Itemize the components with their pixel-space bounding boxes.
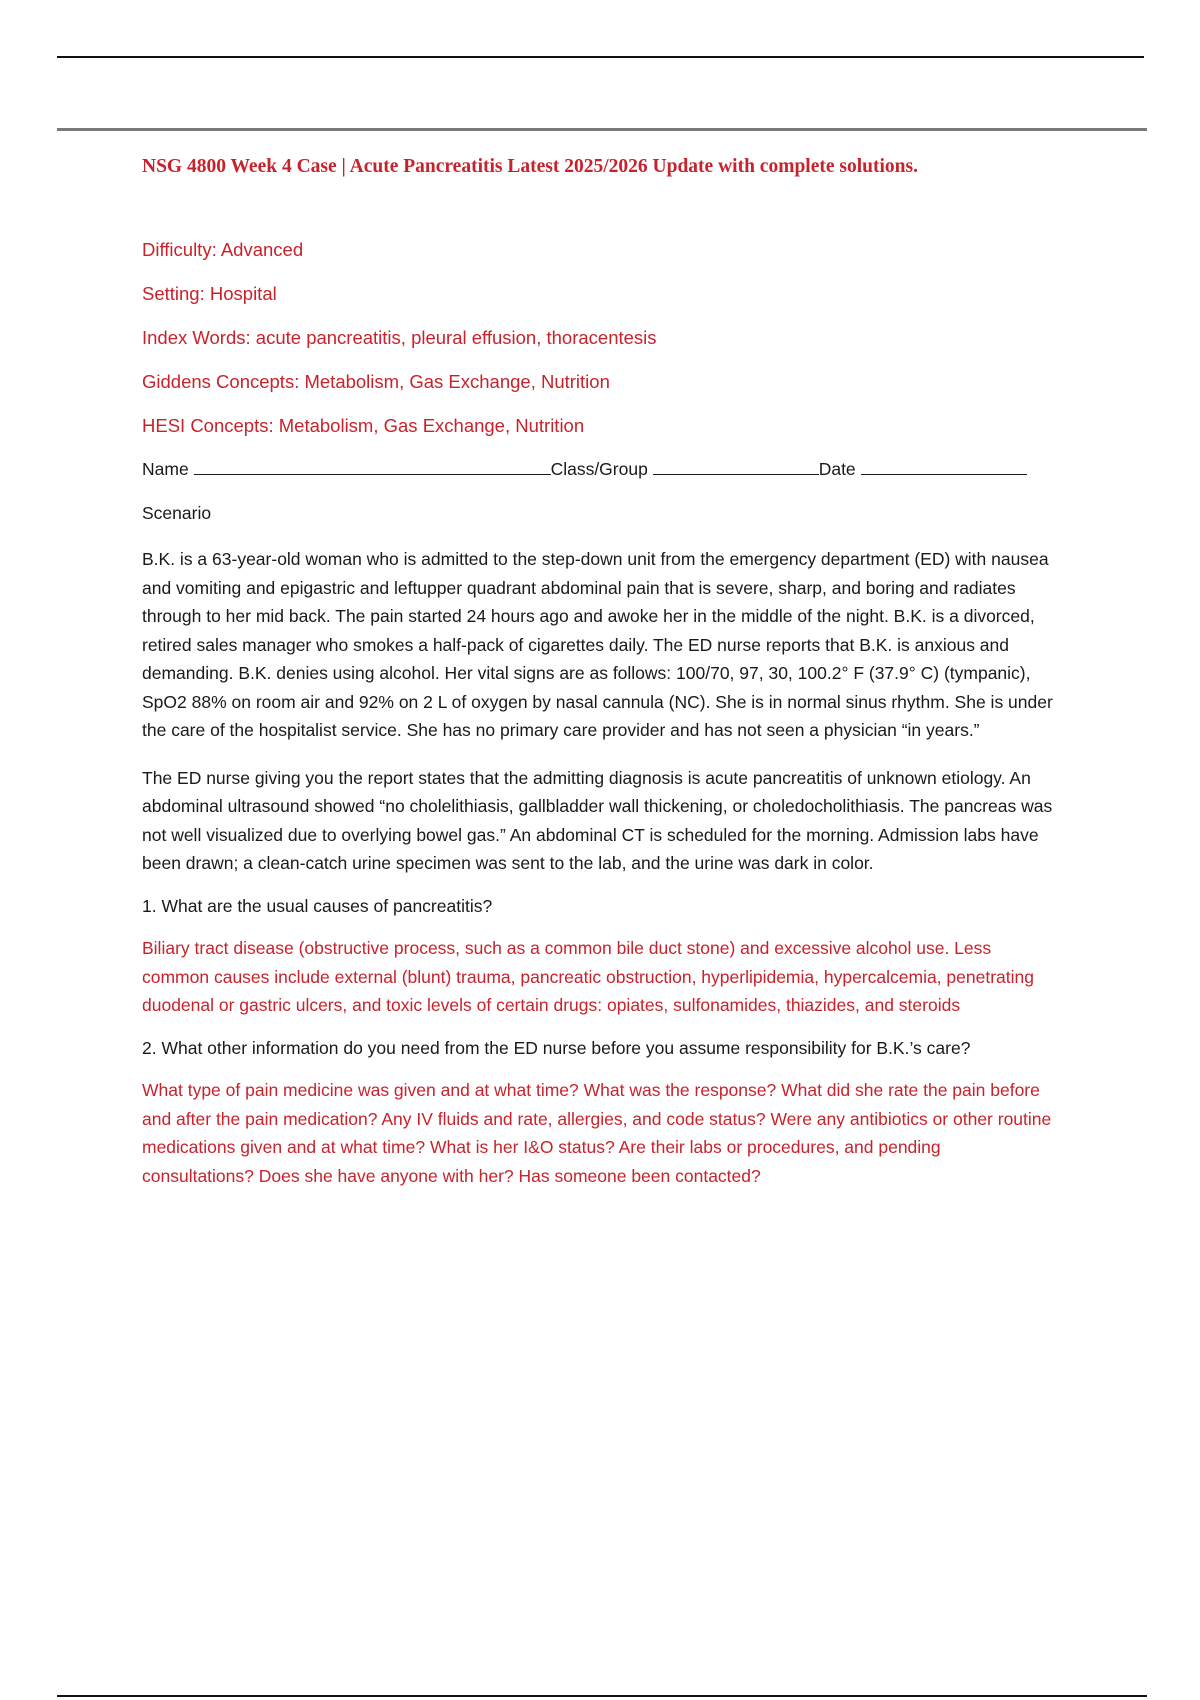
date-blank[interactable] (861, 457, 1027, 475)
answer-2: What type of pain medicine was given and at what time? What was the response? What did she rate the pain before and after the pain medication? Any IV fluids and rate, allergies, and code status? Were any antibiotics or other routine medications given and at what time? What is her I&O status? Are their labs or procedures, and pending consultations? Does she have anyone with her? Has someone been contacted? (142, 1080, 1052, 1186)
document-body (142, 154, 1057, 1190)
scenario-heading: Scenario (142, 503, 212, 523)
name-class-date-line (142, 457, 1057, 482)
report-paragraph: The ED nurse giving you the report states that the admitting diagnosis is acute pancreatitis of unknown etiology. An abdominal ultrasound showed “no cholelithiasis, gallbladder wall thickening, or choledocholithiasis. The pancreas was not well visualized due to overlying bowel gas.” An abdominal CT is scheduled for the morning. Admission labs have been drawn; a clean-catch urine specimen was sent to the lab, and the urine was dark in color. (142, 767, 1053, 873)
header-rule (57, 56, 1144, 58)
question-1: 1. What are the usual causes of pancreatitis? (142, 895, 493, 916)
name-blank[interactable] (194, 457, 551, 475)
hesi-concepts-line: HESI Concepts: Metabolism, Gas Exchange, Nutrition (142, 415, 585, 436)
setting-line: Setting: Hospital (142, 283, 277, 304)
case-metadata (142, 237, 1057, 438)
class-label: Class/Group (550, 459, 648, 479)
giddens-concepts-line: Giddens Concepts: Metabolism, Gas Exchange, Nutrition (142, 371, 610, 392)
header-rule-secondary (57, 128, 1147, 131)
scenario-paragraph: B.K. is a 63-year-old woman who is admitted to the step-down unit from the emergency department (ED) with nausea and vomiting and epigastric and leftupper quadrant abdominal pain that is severe, sharp, and boring and radiates through to her mid back. The pain started 24 hours ago and awoke her in the middle of the night. B.K. is a divorced, retired sales manager who smokes a half-pack of cigarettes daily. The ED nurse reports that B.K. is anxious and demanding. B.K. denies using alcohol. Her vital signs are as follows: 100/70, 97, 30, 100.2° F (37.9° C) (tympanic), SpO2 88% on room air and 92% on 2 L of oxygen by nasal cannula (NC). She is in normal sinus rhythm. She is under the care of the hospitalist service. She has no primary care provider and has not seen a physician “in years.” (142, 549, 1053, 740)
question-2: 2. What other information do you need from the ED nurse before you assume responsibility for B.K.’s care? (142, 1037, 971, 1058)
difficulty-line: Difficulty: Advanced (142, 239, 304, 260)
index-words-line: Index Words: acute pancreatitis, pleural effusion, thoracentesis (142, 327, 657, 348)
answer-1: Biliary tract disease (obstructive process, such as a common bile duct stone) and excessive alcohol use. Less common causes include external (blunt) trauma, pancreatic obstruction, hyperlipidemia, hypercalcemia, penetrating duodenal or gastric ulcers, and toxic levels of certain drugs: opiates, sulfonamides, thiazides, and steroids (142, 938, 1034, 1015)
footer-rule (57, 1695, 1147, 1697)
document-title: NSG 4800 Week 4 Case | Acute Pancreatitis Latest 2025/2026 Update with complete solutions. (142, 156, 918, 177)
name-label: Name (142, 459, 189, 479)
class-blank[interactable] (653, 457, 819, 475)
date-label: Date (818, 459, 856, 479)
